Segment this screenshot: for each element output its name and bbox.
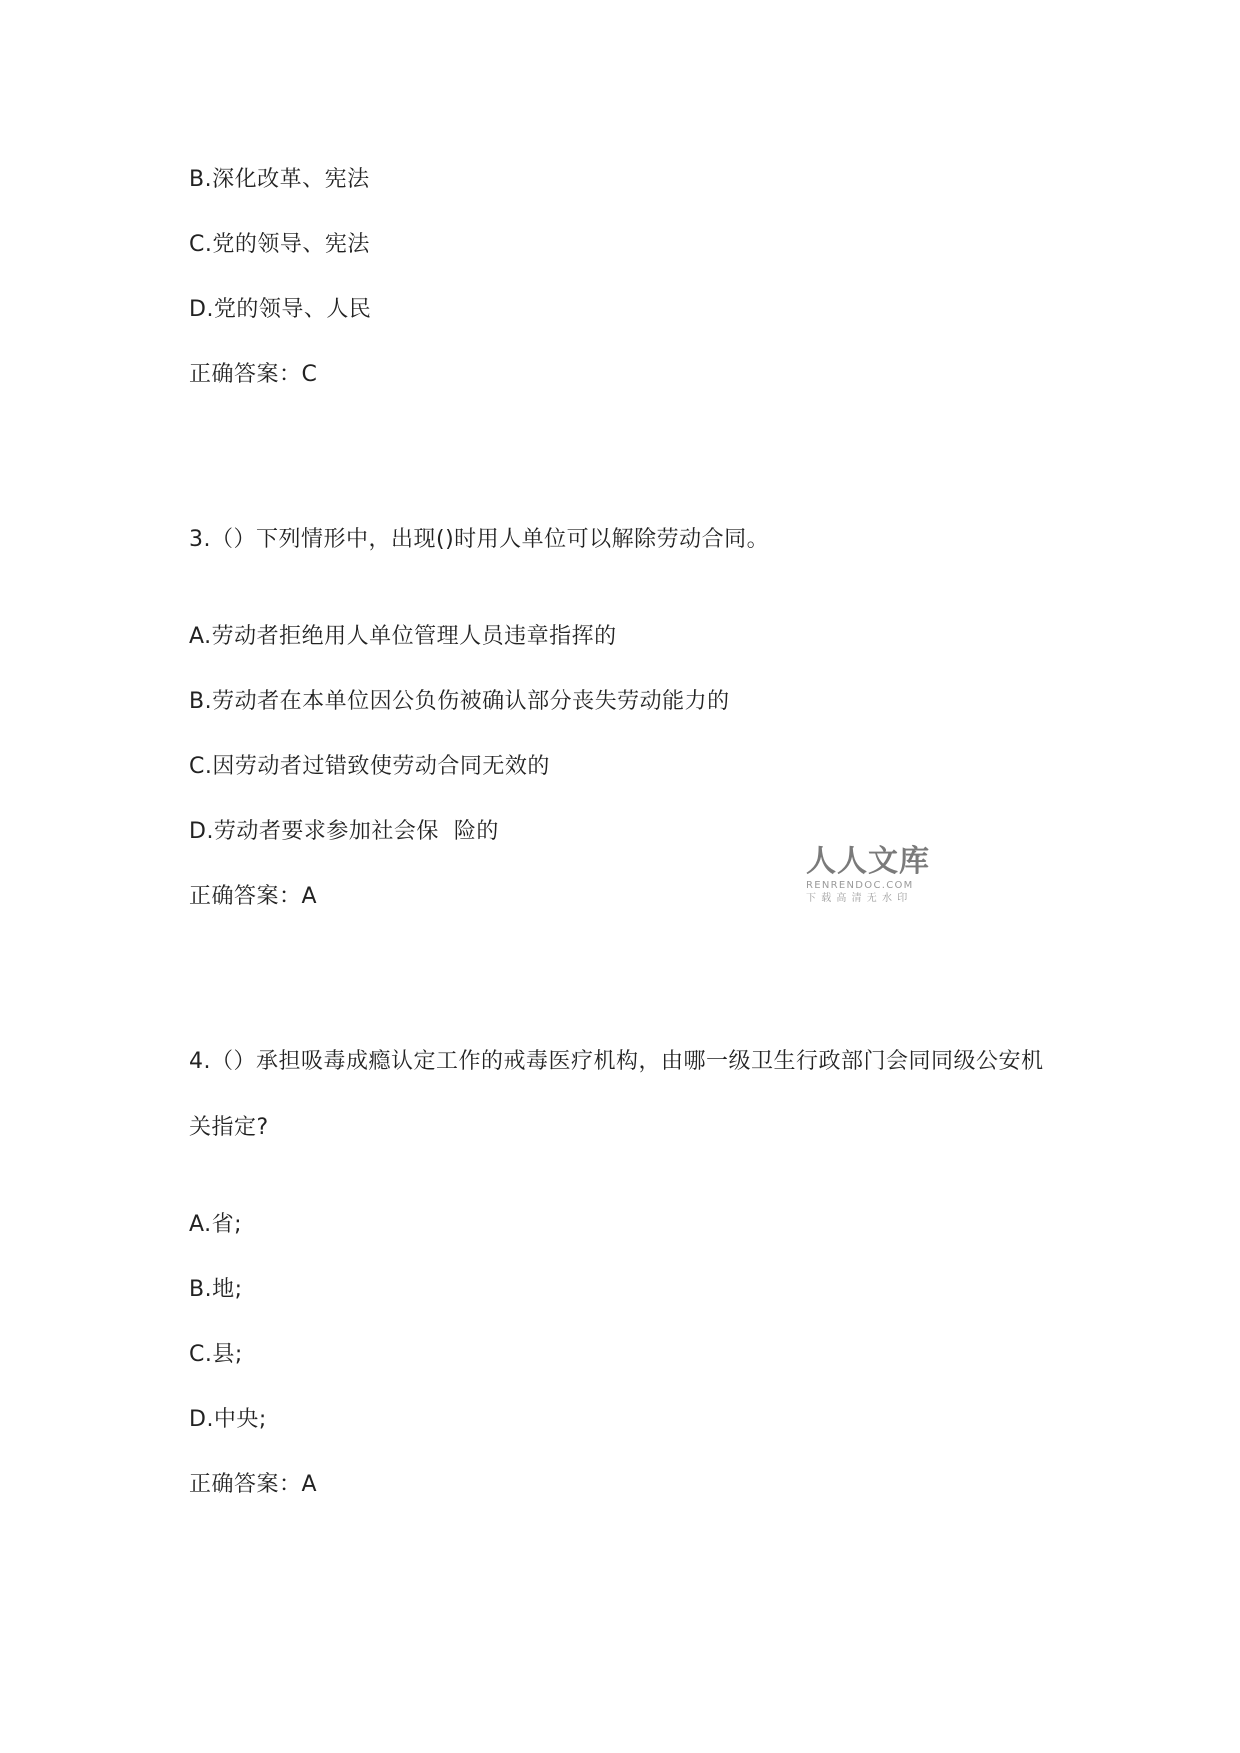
- q3-answer: 正确答案：A: [189, 884, 318, 909]
- q4-option-a: A.省;: [189, 1212, 243, 1237]
- q4-option-b: B.地;: [189, 1277, 243, 1302]
- q4-option-d: D.中央;: [189, 1407, 267, 1432]
- q2-option-b: B.深化改革、宪法: [189, 167, 370, 192]
- q3-option-a: A.劳动者拒绝用人单位管理人员违章指挥的: [189, 624, 617, 649]
- watermark-title: 人人文库: [806, 844, 930, 879]
- q2-answer: 正确答案：C: [189, 362, 318, 387]
- q4-option-c: C.县;: [189, 1342, 243, 1367]
- q3-option-d: D.劳动者要求参加社会保 险的: [189, 819, 499, 844]
- q2-option-c: C.党的领导、宪法: [189, 232, 370, 257]
- q4-answer: 正确答案：A: [189, 1472, 318, 1497]
- q4-question-line1: 4.（）承担吸毒成瘾认定工作的戒毒医疗机构，由哪一级卫生行政部门会同同级公安机: [189, 1049, 1044, 1074]
- q2-option-d: D.党的领导、人民: [189, 297, 372, 322]
- watermark-slogan: 下载高清无水印: [806, 893, 913, 904]
- q3-question: 3.（）下列情形中，出现()时用人单位可以解除劳动合同。: [189, 527, 770, 552]
- q3-option-c: C.因劳动者过错致使劳动合同无效的: [189, 754, 550, 779]
- q4-question-line2: 关指定?: [189, 1115, 269, 1140]
- q3-option-b: B.劳动者在本单位因公负伤被确认部分丧失劳动能力的: [189, 689, 730, 714]
- watermark-domain: RENRENDOC.COM: [806, 880, 914, 891]
- renrendoc-watermark: [806, 845, 936, 906]
